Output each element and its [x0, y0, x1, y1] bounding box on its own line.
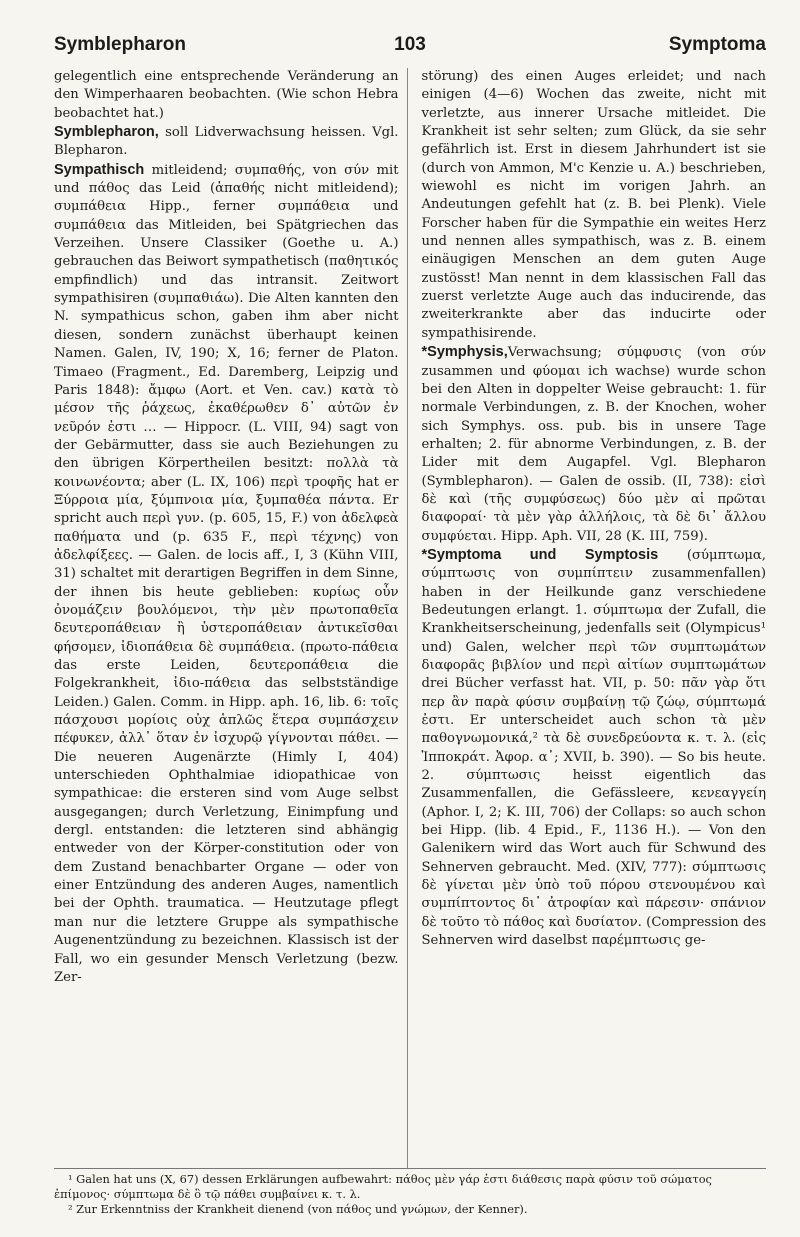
two-column-body [54, 68, 766, 1168]
right-column [418, 68, 767, 1168]
footnote-2: ² Zur Erkenntniss der Krankheit dienend (von πάθος und γνώμων, der Kenner). [68, 1202, 528, 1216]
entry-text: (σύμπτωμα, σύμπτωσις von συμπίπτειν zusammenfallen) haben in der Heilkunde ganz verschiedene Bedeutungen erlangt. 1. σύμπτωμα der Zufall, die Krankheitserscheinung, jedenfalls seit (Olympicus¹ und) Galen, welcher περὶ τῶν συμπτωμάτων διαφορᾶς βιβλίον und περὶ αἰτίων συμπτωμάτων drei Bücher verfasst hat. VII, p. 50: πᾶν γὰρ ὅτι περ ἂν παρὰ φύσιν συμβαίνῃ τῷ ζώῳ, σύμπτωμά ἐστι. Er unterscheidet auch schon τὰ μὲν παθογνωμονικά,² τὰ δὲ συνεδρεύοντα κ. τ. λ. (εἰς Ἱπποκράτ. Ἀφορ. α᾽; XVII, b. 390). — So bis heute. 2. σύμπτωσις heisst eigentlich das Zusammenfallen, die Gefässleere, κενεαγγείη (Aphor. I, 2; K. III, 706) der Collaps: so auch schon bei Hipp. (lib. 4 Epid., F., 1136 H.). — Von den Galenikern wird das Wort auch für Schwund des Sehnerven gebraucht. Med. (XIV, 777): σύμπτωσις δὲ γίνεται μὲν ὑπὸ τοῦ πόρου στενουμένου καὶ συμπίπτοντος δι᾽ ἀτροφίαν καὶ πάρεσιν· σπάνιον δὲ τοῦτο τὸ πάθος καὶ δυσίατον. (Compression des Sehnerven wird daselbst παρέμπτωσις ge- [421, 547, 766, 949]
page-number: 103 [394, 34, 426, 55]
entry-text: Verwachsung; σύμφυσις (von σύν zusammen und φύομαι ich wachse) wurde schon bei den Alten in doppelter Weise gebraucht: 1. für normale Verbindungen, z. B. der Knochen, woher sich Symphys. oss. pub. bis in unsere Tage erhalten; 2. für abnorme Verbindungen, z. B. der Lider mit dem Augapfel. Vgl. Blepharon (Symblepharon). — Galen de ossib. (II, 738): εἰσὶ δὲ καὶ (τῆς συμφύσεως) δύο μὲν αἱ πρῶται διαφοραί· τὰ μὲν γὰρ ἀλλήλοις, τὰ δὲ δι᾽ ἄλλου συμφύεται. Hipp. Aph. VII, 28 (K. III, 759). [421, 345, 766, 544]
running-head-left: Symblepharon [54, 34, 186, 55]
paragraph [54, 68, 399, 123]
entry-sympathisch [54, 161, 399, 987]
entry-lemma: Symblepharon, [54, 124, 159, 141]
footnotes [54, 1168, 766, 1217]
entry-text: mitleidend; συμπαθής, von σύν mit und πάθος das Leid (ἀπαθής nicht mitleidend); συμπάθεια Hipp., ferner συμπάθεια und συμπάθεια das Mitleiden, bei Spätgriechen das Verzeihen. Unsere Classiker (Goethe u. A.) gebrauchen das Beiwort sympathetisch (παθητικός empfindlich) und das intransit. Zeitwort sympathisiren (συμπαθιάω). Die Alten kannten den N. sympathicus schon, gaben ihm aber nicht diesen, sondern zunächst überhaupt keinen Namen. Galen, IV, 190; X, 16; ferner de Platon. Timaeo (Fragment., Ed. Daremberg, Leipzig und Paris 1848): ἄμφω (Aort. et Ven. cav.) κατὰ τὸ μέσον τῆς ῥάχεως, ἐκαθέρωθεν δ᾽ αὐτῶν ἐν νεῦρόν ἐστι … — Hippocr. (L. VIII, 94) sagt von der Gebärmutter, dass sie auch Beziehungen zu den übrigen Körpertheilen besitzt: πολλὰ τὰ κοινωνέοντα; aber (L. IX, 106) περὶ τροφῆς hat er Ξύρροια μία, ξύμπνοια μία, ξυμπαθέα πάντα. Er spricht auch περὶ γυν. (p. 605, 15, F.) von ἀδελφεὰ παθήματα und (p. 635 F., περὶ τέχνης) von ἀδελφίξεες. — Galen. de locis aff., I, 3 (Kühn VIII, 31) schaltet mit derartigen Begriffen in dem Sinne, der ihnen bis heute geblieben: κυρίως οὖν ὀνομάζειν βουλόμενοι, τὴν μὲν πρωτοπαθεῖα δευτεροπάθειαν ἢ ὑστεροπάθειαν ἀντικεῖσθαι φήσομεν, ἰδιοπάθεια δὲ συμπάθεια. (πρωτο-πάθεια das erste Leiden, δευτεροπάθεια die Folgekrankheit, ἰδιο-πάθεια das selbstständige Leiden.) Galen. Comm. in Hipp. aph. 16, lib. 6: τοῖς πάσχουσι μορίοις οὐχ ἁπλῶς ἕτερα συμπάσχειν πέφυκεν, ἀλλ᾽ ὅταν ἐν ἰσχυρῷ γίγνονται πάθει. — Die neueren Augenärzte (Himly I, 404) unterschieden Ophthalmiae idiopathicae von sympathicae: die ersteren sind vom Auge selbst ausgegangen; durch Verletzung, Einimpfung und dergl. entstanden: die letzteren sind abhängig entweder von der Körper-constitution oder von dem Zustand benachbarter Organe — oder von einer Entzündung des anderen Auges, namentlich bei der Ophth. traumatica. — Heutzutage pflegt man nur die letztere Gruppe als sympathische Augenentzündung zu bezeichnen. Klassisch ist der Fall, wo ein gesunder Mensch Verletzung (bezw. Zer- [54, 162, 399, 985]
entry-symblepharon [54, 123, 399, 161]
running-head-right: Symptoma [668, 34, 766, 55]
entry-lemma: *Symphysis, [421, 344, 508, 361]
entry-lemma: Sympathisch [54, 161, 145, 178]
paragraph [422, 68, 767, 343]
entry-text: soll Lidverwachsung heissen. Vgl. Blepharon. [54, 125, 399, 159]
running-head [54, 34, 766, 64]
paragraph-text: gelegentlich eine entsprechende Veränderung an den Wimperhaaren beobachten. (Wie schon Hebra beobachtet hat.) [54, 69, 399, 121]
entry-lemma: *Symptoma und Symptosis [421, 546, 659, 563]
left-column [54, 68, 408, 1168]
entry-symphysis [422, 343, 767, 546]
footnote-1: ¹ Galen hat uns (X, 67) dessen Erklärungen aufbewahrt: πάθος μὲν γάρ ἐστι διάθεσις παρὰ φύσιν τοῦ σώματος ἐπίμονος· σύμπτωμα δὲ ὃ τῷ πάθει συμβαίνει κ. τ. λ. [54, 1172, 712, 1201]
entry-symptoma [422, 546, 767, 951]
paragraph-text: störung) des einen Auges erleidet; und nach einigen (4—6) Wochen das zweite, nicht mit verletzte, aus innerer Ursache mitleidet. Die Krankheit ist sehr selten; zum Glück, da sie sehr gefährlich ist. Erst in diesem Jahrhundert ist sie (durch von Ammon, M'c Kenzie u. A.) beschrieben, wiewohl es nicht im vorigen Jahrh. an Andeutungen gefehlt hat (z. B. bei Plenk). Viele Forscher haben für die Sympathie ein weites Herz und nennen alles sympathisch, was z. B. einem einäugigen Menschen an dem guten Auge zustösst! Man nennt in dem klassischen Fall das zuerst verletzte Auge auch das inducirende, das zweiterkrankte aber das inducirte oder sympathisirende. [421, 69, 766, 341]
